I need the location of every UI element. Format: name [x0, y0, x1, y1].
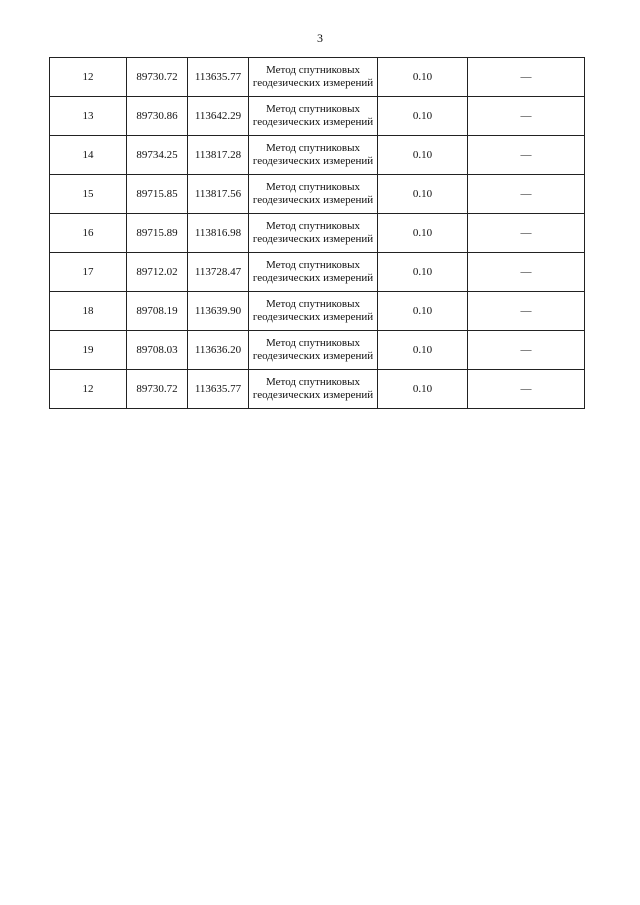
point-number-cell: 15	[50, 175, 127, 214]
y-coordinate-cell: 113635.77	[188, 58, 249, 97]
method-text: геодезических измерений	[252, 77, 374, 89]
method-text: геодезических измерений	[252, 389, 374, 401]
method-text: геодезических измерений	[252, 272, 374, 284]
point-number-cell: 14	[50, 136, 127, 175]
method-cell	[249, 175, 378, 214]
method-text: геодезических измерений	[252, 155, 374, 167]
accuracy-cell: 0.10	[378, 214, 468, 253]
coordinates-table-body	[50, 58, 585, 409]
accuracy-cell: 0.10	[378, 175, 468, 214]
method-text: Метод спутниковых	[266, 376, 360, 388]
table-row	[50, 175, 585, 214]
x-coordinate-cell: 89712.02	[127, 253, 188, 292]
y-coordinate-cell: 113639.90	[188, 292, 249, 331]
accuracy-cell: 0.10	[378, 331, 468, 370]
x-coordinate-cell: 89715.85	[127, 175, 188, 214]
method-cell	[249, 253, 378, 292]
table-row	[50, 97, 585, 136]
note-cell: —	[468, 292, 585, 331]
table-row	[50, 58, 585, 97]
note-cell: —	[468, 331, 585, 370]
method-text: Метод спутниковых	[266, 142, 360, 154]
point-number-cell: 16	[50, 214, 127, 253]
table-row	[50, 136, 585, 175]
x-coordinate-cell: 89734.25	[127, 136, 188, 175]
method-text: геодезических измерений	[252, 233, 374, 245]
x-coordinate-cell: 89715.89	[127, 214, 188, 253]
coordinates-table	[49, 57, 585, 409]
accuracy-cell: 0.10	[378, 253, 468, 292]
method-cell	[249, 58, 378, 97]
point-number-cell: 12	[50, 370, 127, 409]
method-cell	[249, 214, 378, 253]
method-cell	[249, 331, 378, 370]
note-cell: —	[468, 175, 585, 214]
method-text: геодезических измерений	[252, 311, 374, 323]
x-coordinate-cell: 89708.03	[127, 331, 188, 370]
table-row	[50, 214, 585, 253]
x-coordinate-cell: 89730.72	[127, 58, 188, 97]
method-text: Метод спутниковых	[266, 259, 360, 271]
point-number-cell: 18	[50, 292, 127, 331]
table-row	[50, 292, 585, 331]
point-number-cell: 12	[50, 58, 127, 97]
point-number-cell: 13	[50, 97, 127, 136]
method-text: Метод спутниковых	[266, 181, 360, 193]
x-coordinate-cell: 89730.72	[127, 370, 188, 409]
method-text: Метод спутниковых	[266, 298, 360, 310]
accuracy-cell: 0.10	[378, 58, 468, 97]
note-cell: —	[468, 58, 585, 97]
y-coordinate-cell: 113636.20	[188, 331, 249, 370]
y-coordinate-cell: 113635.77	[188, 370, 249, 409]
note-cell: —	[468, 253, 585, 292]
table-row	[50, 331, 585, 370]
page-number: 3	[317, 31, 323, 45]
point-number-cell: 19	[50, 331, 127, 370]
method-text: геодезических измерений	[252, 194, 374, 206]
note-cell: —	[468, 214, 585, 253]
y-coordinate-cell: 113728.47	[188, 253, 249, 292]
accuracy-cell: 0.10	[378, 136, 468, 175]
method-text: геодезических измерений	[252, 350, 374, 362]
point-number-cell: 17	[50, 253, 127, 292]
method-cell	[249, 292, 378, 331]
y-coordinate-cell: 113642.29	[188, 97, 249, 136]
note-cell: —	[468, 136, 585, 175]
method-text: Метод спутниковых	[266, 64, 360, 76]
method-text: геодезических измерений	[252, 116, 374, 128]
method-text: Метод спутниковых	[266, 337, 360, 349]
method-cell	[249, 136, 378, 175]
accuracy-cell: 0.10	[378, 292, 468, 331]
x-coordinate-cell: 89708.19	[127, 292, 188, 331]
y-coordinate-cell: 113816.98	[188, 214, 249, 253]
note-cell: —	[468, 370, 585, 409]
method-cell	[249, 370, 378, 409]
table-row	[50, 370, 585, 409]
accuracy-cell: 0.10	[378, 370, 468, 409]
table-row	[50, 253, 585, 292]
method-text: Метод спутниковых	[266, 220, 360, 232]
accuracy-cell: 0.10	[378, 97, 468, 136]
x-coordinate-cell: 89730.86	[127, 97, 188, 136]
note-cell: —	[468, 97, 585, 136]
y-coordinate-cell: 113817.28	[188, 136, 249, 175]
method-text: Метод спутниковых	[266, 103, 360, 115]
y-coordinate-cell: 113817.56	[188, 175, 249, 214]
method-cell	[249, 97, 378, 136]
